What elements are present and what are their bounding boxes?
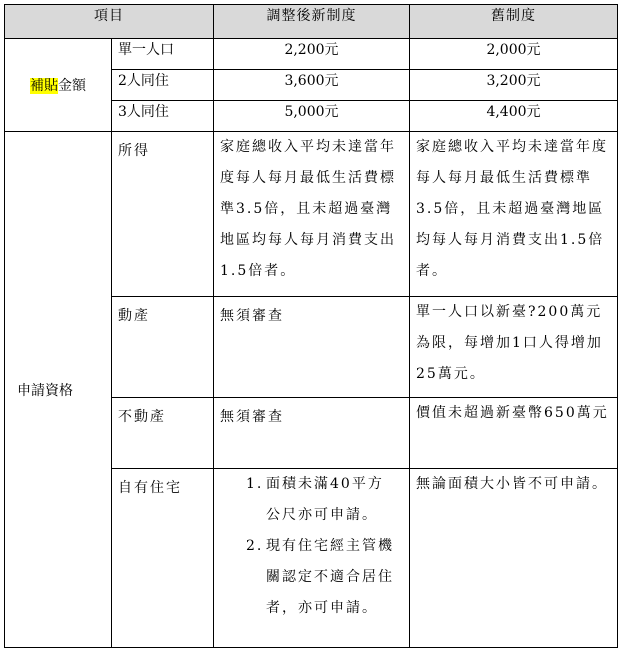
list-item-text: 面積未滿40平方公尺亦可申請。: [266, 476, 384, 523]
subsidy-label-rest: 金額: [58, 78, 86, 94]
own-house-old-text: 無論面積大小皆不可申請。: [410, 469, 618, 648]
eligibility-row-income: [5, 132, 618, 297]
header-item: 項目: [5, 5, 214, 39]
header-new-system: 調整後新制度: [214, 5, 410, 39]
own-house-new-list: [220, 469, 403, 624]
list-item: [220, 531, 403, 624]
list-item-number: 2.: [246, 538, 264, 554]
subsidy-new-amount: 3,600元: [214, 70, 410, 101]
own-house-label: 自有住宅: [112, 469, 214, 648]
real-estate-label: 不動產: [112, 398, 214, 469]
header-old-system: 舊制度: [410, 5, 618, 39]
subsidy-old-amount: 3,200元: [410, 70, 618, 101]
subsidy-type: 3人同住: [112, 101, 214, 132]
income-label: 所得: [112, 132, 214, 297]
subsidy-group-label: [5, 39, 112, 132]
header-row: [5, 5, 618, 39]
comparison-table: [4, 4, 618, 648]
real-estate-old-text: 價值未超過新臺幣650萬元: [410, 398, 618, 469]
eligibility-group-label: 申請資格: [5, 132, 112, 648]
movable-old-text: 單一人口以新臺?200萬元為限，每增加1口人得增加25萬元。: [410, 297, 618, 398]
subsidy-label-highlight: 補貼: [30, 78, 58, 94]
movable-label: 動產: [112, 297, 214, 398]
list-item-text: 現有住宅經主管機關認定不適合居住者，亦可申請。: [266, 538, 394, 616]
list-item-number: 1.: [246, 476, 264, 492]
income-new-text: 家庭總收入平均未達當年度每人每月最低生活費標準3.5倍，且未超過臺灣地區均每人每月消費支出1.5倍者。: [214, 132, 410, 297]
subsidy-old-amount: 2,000元: [410, 39, 618, 70]
subsidy-type: 2人同住: [112, 70, 214, 101]
subsidy-old-amount: 4,400元: [410, 101, 618, 132]
own-house-new-cell: [214, 469, 410, 648]
real-estate-new-text: 無須審查: [214, 398, 410, 469]
subsidy-new-amount: 2,200元: [214, 39, 410, 70]
movable-new-text: 無須審查: [214, 297, 410, 398]
list-item: [220, 469, 403, 531]
income-old-text: 家庭總收入平均未達當年度每人每月最低生活費標準3.5倍，且未超過臺灣地區均每人每月消費支出1.5倍者。: [410, 132, 618, 297]
subsidy-new-amount: 5,000元: [214, 101, 410, 132]
subsidy-type: 單一人口: [112, 39, 214, 70]
subsidy-row-single: [5, 39, 618, 70]
